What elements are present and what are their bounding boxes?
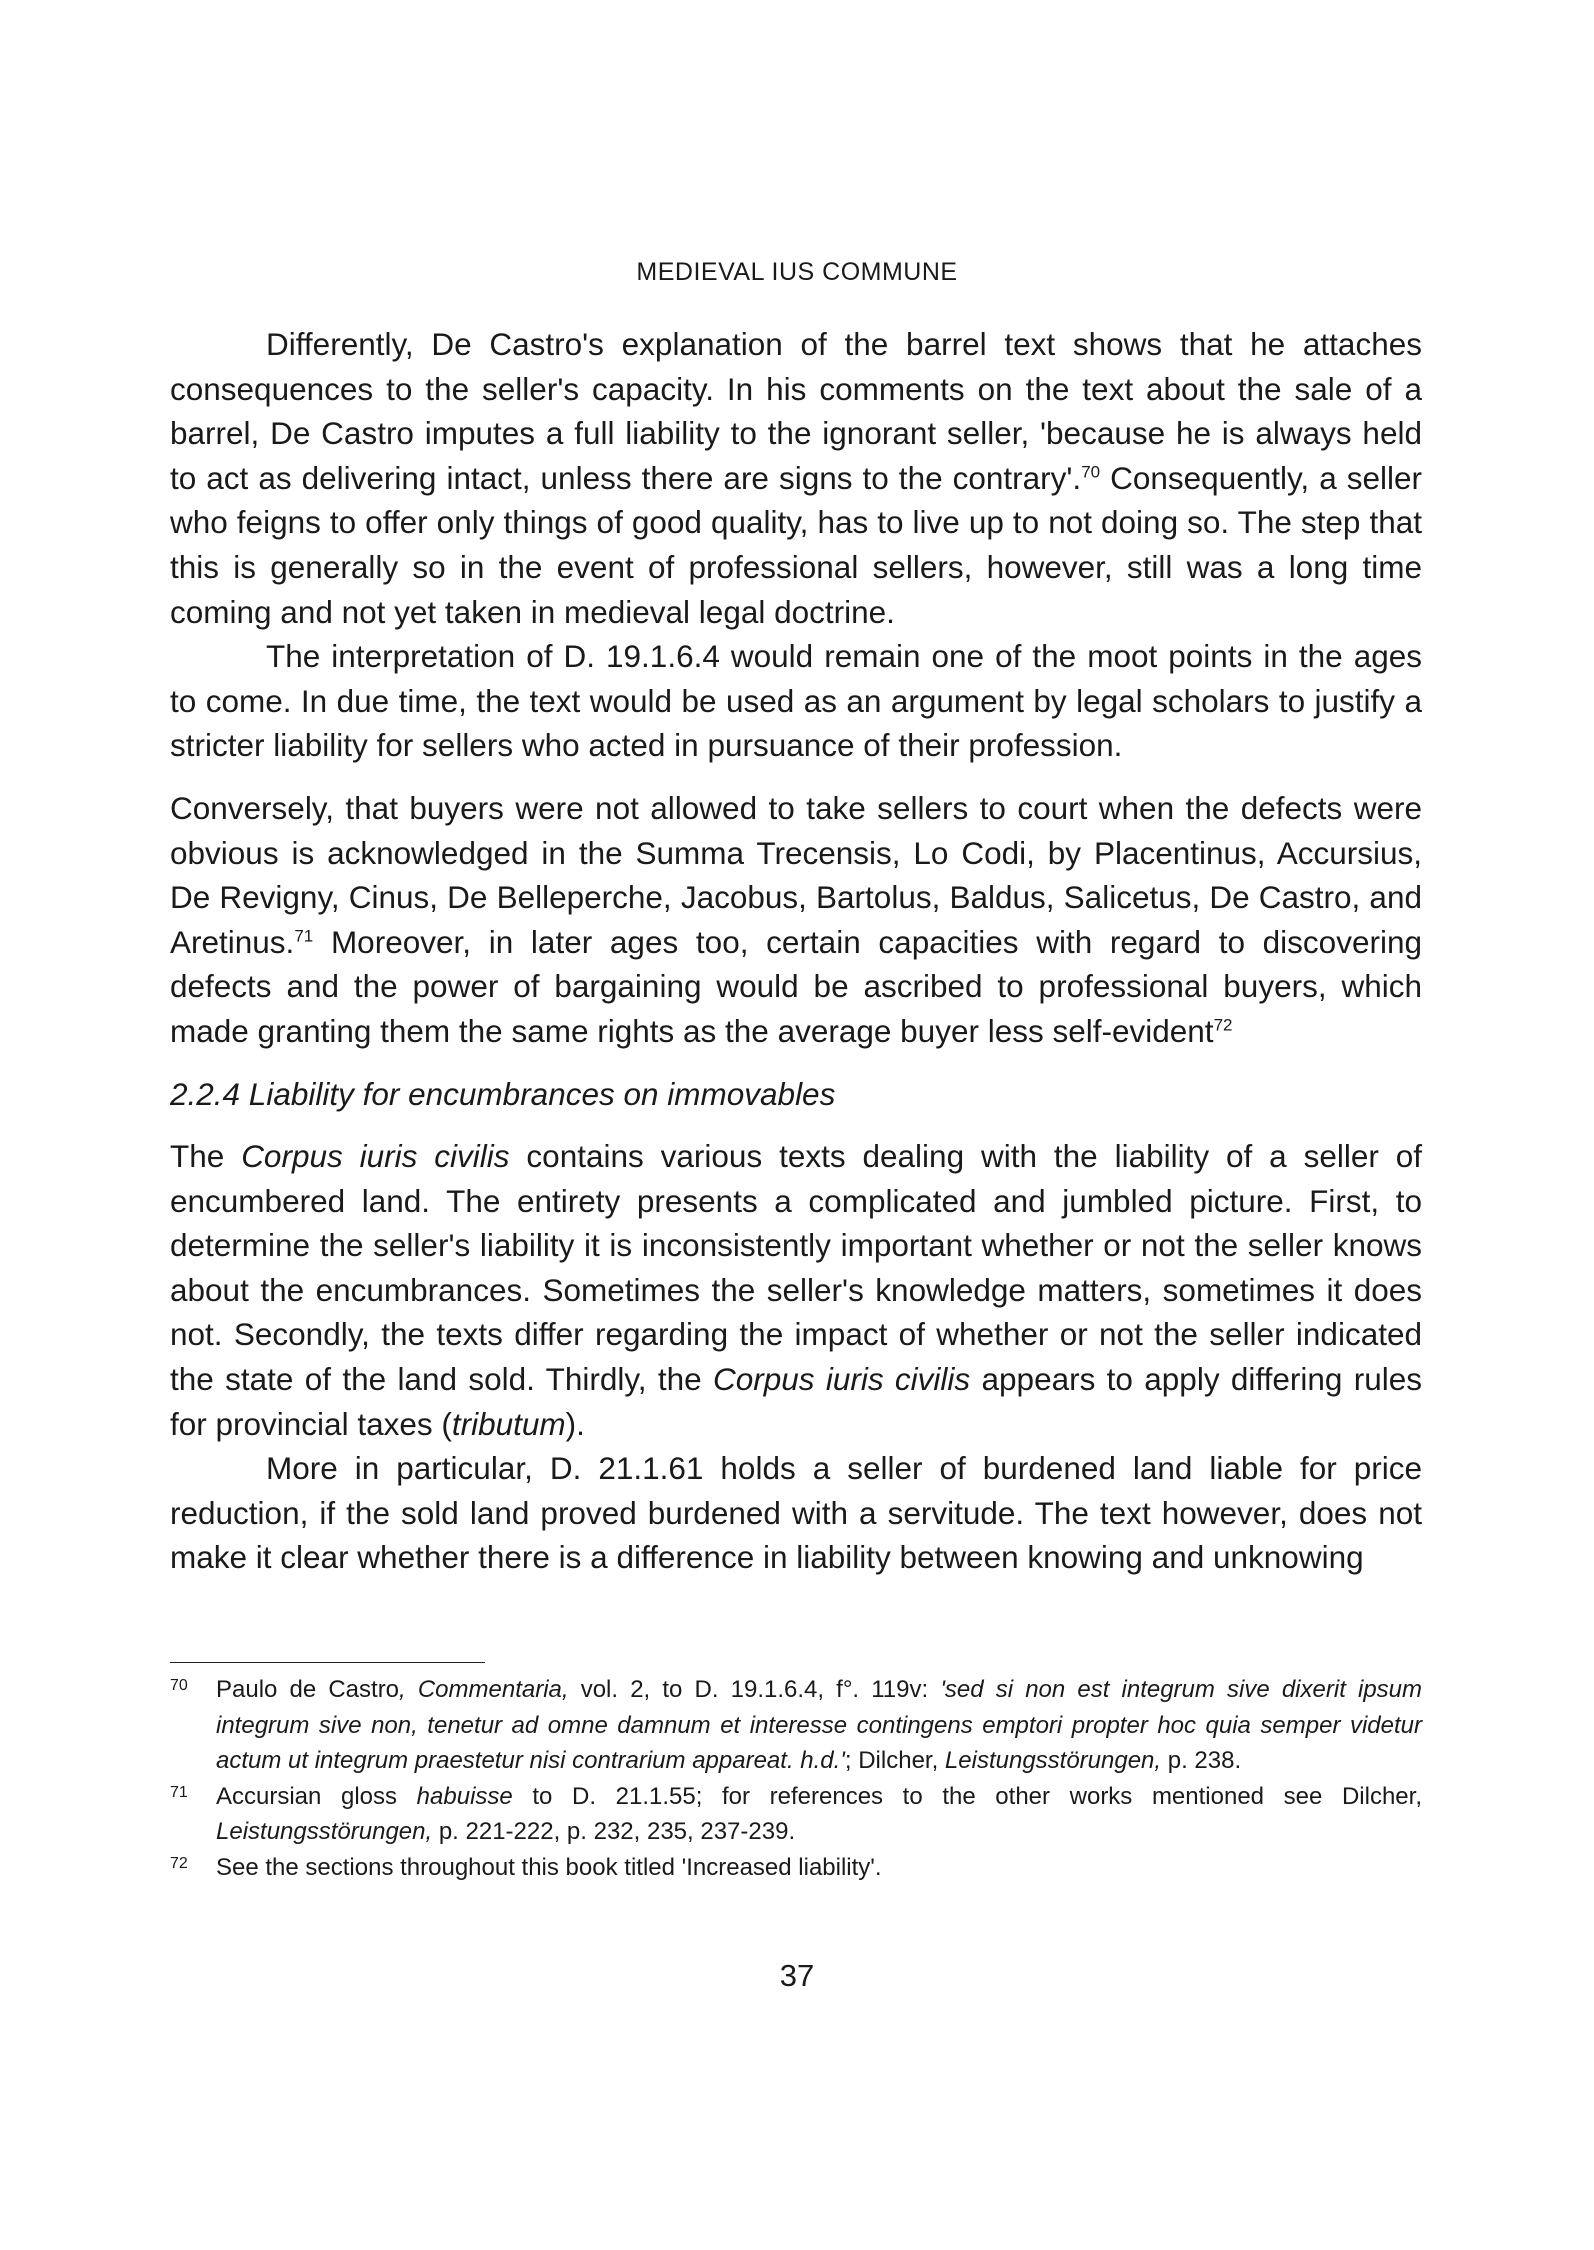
footnote-70-text-a: Paulo de Castro (216, 1676, 400, 1703)
paragraph-4-text-b: contains various texts dealing with the liability of a seller of encumbered land. The entirety presents a complicated and jumbled picture. First, to determine the seller's liability it is inconsistently important whether or not the seller knows about the encumbrances. Sometimes the seller's knowledge matters, sometimes it does not. Secondly, the texts differ regarding the impact of whether or not the seller indicated the state of the land sold. Thirdly, the (170, 1138, 1423, 1398)
paragraph-3-text-b: Moreover, in later ages too, certain capacities with regard to discovering defects and the power of bargaining would be ascribed to professional buyers, which made granting them the same rights as the average buyer less self-evident (170, 923, 1422, 1049)
footnotes (170, 1672, 1422, 1886)
paragraph-1-text-b: Consequently, a seller who feigns to offer only things of good quality, has to live up to not doing so. The step that this is generally so in the event of professional sellers, however, still was a long time coming and not yet taken in medieval legal doctrine. (170, 459, 1423, 630)
body-text (170, 322, 1422, 1580)
paragraph-4-italic-3: tributum (451, 1405, 566, 1442)
paragraph-4-italic-2: Corpus iuris civilis (712, 1361, 971, 1398)
footnote-ref-70[interactable]: 70 (1081, 462, 1101, 482)
footnote-71-text-b: to D. 21.1.55; for references to the other works mentioned see Dilcher, (512, 1782, 1422, 1810)
footnote-72 (170, 1850, 1422, 1886)
footnote-number: 70 (170, 1677, 188, 1694)
footnote-separator (170, 1662, 485, 1663)
footnote-72-text-a: See the sections throughout this book titled 'Increased liability'. (216, 1853, 882, 1881)
footnote-70-italic-1: , Commentaria, (399, 1676, 569, 1703)
footnote-number: 71 (170, 1783, 188, 1801)
paragraph-2: The interpretation of D. 19.1.6.4 would remain one of the moot points in the ages to come. In due time, the text would be used as an argument by legal scholars to justify a stricter liability for sellers who acted in pursuance of their profession. (170, 638, 1422, 764)
footnote-71-text-c: p. 221-222, p. 232, 235, 237-239. (432, 1818, 796, 1846)
paragraph-4-italic-1: Corpus iuris civilis (241, 1138, 510, 1175)
footnote-70-italic-2: 'sed si non est integrum sive dixerit ipsum integrum sive non, tenetur ad omne damnum et interesse contingens emptori propter hoc quia semper videtur actum ut integrum praestetur nisi contrarium appareat. h.d.' (216, 1676, 1423, 1775)
paragraph-3 (170, 786, 1422, 1054)
footnote-ref-71[interactable]: 71 (294, 926, 314, 946)
paragraph-4 (170, 1134, 1422, 1446)
page-number: 37 (779, 1958, 815, 1993)
footnote-70-text-d: p. 238. (1161, 1747, 1242, 1775)
paragraph-1-text-a: Differently, De Castro's explanation of the barrel text shows that he attaches consequences to the seller's capacity. In his comments on the text about the sale of a barrel, De Castro imputes a full liability to the ignorant seller, 'because he is always held to act as delivering intact, unless there are signs to the contrary'. (170, 326, 1422, 496)
paragraph-1 (170, 322, 1422, 634)
footnote-ref-72[interactable]: 72 (1213, 1015, 1233, 1035)
footnote-70 (170, 1672, 1422, 1779)
footnote-70-italic-3: Leistungsstörungen, (944, 1747, 1162, 1775)
paragraph-4-text-a: The (170, 1138, 242, 1175)
paragraph-4-text-c: appears to apply differing rules for provincial taxes ( (170, 1361, 1422, 1442)
footnote-71-italic-1: habuisse (416, 1782, 513, 1810)
footnote-71 (170, 1779, 1422, 1850)
paragraph-4-text-d: ). (565, 1405, 585, 1442)
paragraph-3-text-a: Conversely, that buyers were not allowed to take sellers to court when the defects were obvious is acknowledged in the Summa Trecensis, Lo Codi, by Placentinus, Accursius, De Revigny, Cinus, De Belleperche, Jacobus, Bartolus, Baldus, Salicetus, De Castro, and Aretinus. (170, 789, 1422, 960)
running-header: MEDIEVAL IUS COMMUNE (636, 258, 958, 286)
footnote-71-italic-2: Leistungsstörungen, (216, 1818, 433, 1846)
footnote-70-text-b: vol. 2, to D. 19.1.6.4, f°. 119v: (568, 1676, 941, 1703)
section-heading: 2.2.4 Liability for encumbrances on immovables (170, 1075, 836, 1112)
footnote-71-text-a: Accursian gloss (216, 1782, 417, 1810)
footnote-number: 72 (170, 1854, 188, 1872)
footnote-70-text-c: ; Dilcher, (844, 1747, 945, 1775)
paragraph-5: More in particular, D. 21.1.61 holds a seller of burdened land liable for price reduction, if the sold land proved burdened with a servitude. The text however, does not make it clear whether there is a difference in liability between knowing and unknowing (170, 1450, 1422, 1576)
